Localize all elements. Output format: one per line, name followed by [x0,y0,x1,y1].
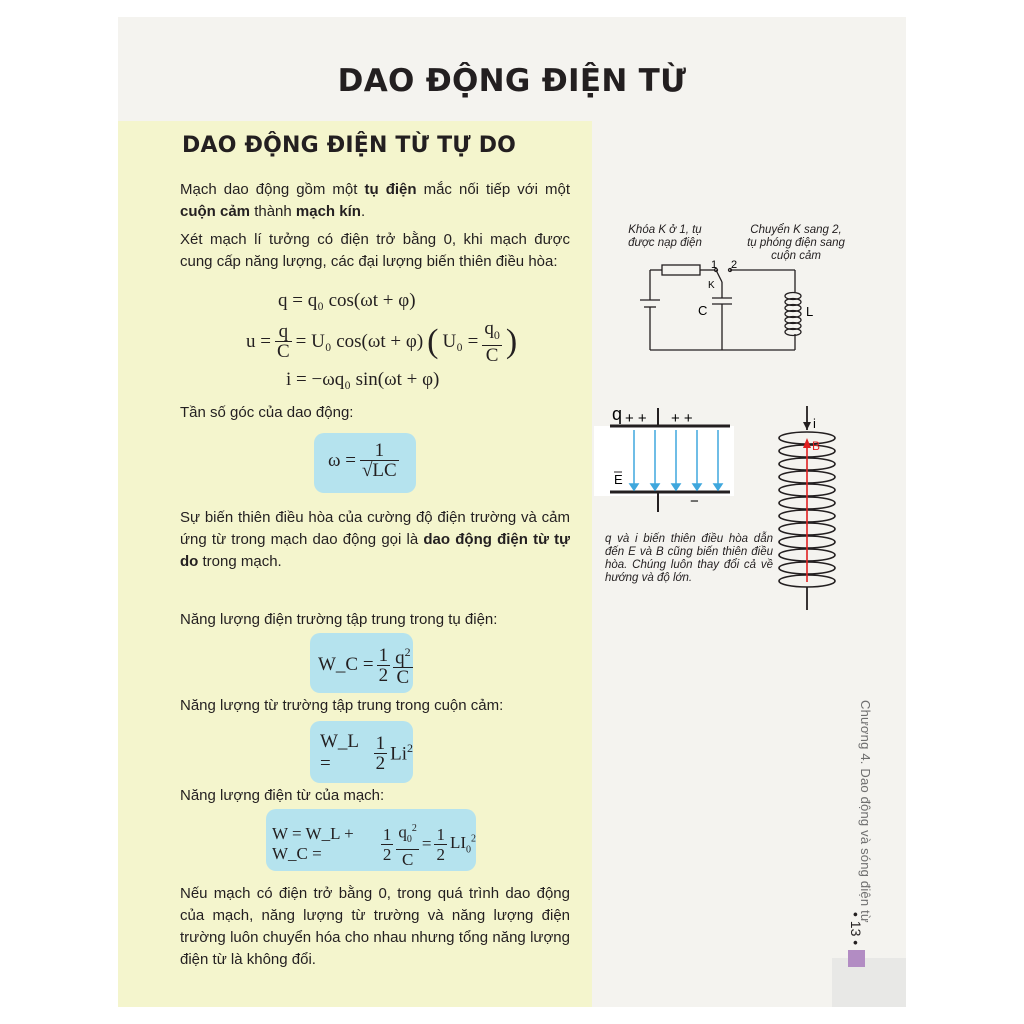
current-equation: i = −ωq₀ sin(ωt + φ) [286,369,440,390]
electric-energy-label: Năng lượng điện trường tập trung trong tụ điện: [180,611,498,628]
e-field-label: E [614,472,623,487]
variation-bold: dao động điện từ tự do [180,531,571,570]
half-fraction-wl: $\frac{1}{2}$ [375,732,386,774]
wc-symbol: W_C = [318,654,374,676]
charge-q-label: q [612,404,623,424]
q0-2-over-c-fraction: $\frac{q_0^2}{C}$ [396,819,419,869]
magnetic-energy-box [310,721,413,783]
angular-frequency-label: Tần số góc của dao động: [180,404,354,421]
magnetic-energy-label: Năng lượng từ trường tập trung trong cuộn cảm: [180,697,504,714]
variation-text-2: trong mạch. [198,553,282,570]
page-corner [832,958,906,1007]
magnetic-energy-formula: W_L = $\frac{1}{2}$ Li$^2$ [320,731,413,774]
capacitor-field-diagram [594,402,744,522]
lc-circuit-diagram [630,250,830,360]
total-energy-box [266,809,476,871]
voltage-equation: u = $\frac{q}{C}$ = U₀ cos(ωt + φ) ( U₀ = $\frac{q_0}{C}$ ) [246,318,518,366]
minus-label: − [690,493,699,510]
voltage-eq-mid: = U₀ cos(ωt + φ) [295,330,424,352]
intro-bold-1: tụ điện [364,181,417,198]
intro-paragraph [180,179,570,223]
circuit-caption-right: Chuyển K sang 2, tụ phóng điện sang cuộn cảm [747,224,845,262]
variation-paragraph [180,507,570,573]
omega-formula-box [314,433,416,493]
circuit-caption-left: Khóa K ở 1, tụ được nạp điện [628,224,702,249]
inductor-label: L [806,304,814,319]
chapter-sidebar: Chương 4. Dao động và sóng điện từ [858,700,873,923]
q0-over-c-fraction: $\frac{q_0}{C}$ [484,318,500,366]
voltage-eq-left: u = [246,330,271,352]
theory-panel [118,121,592,1007]
chapter-tab-marker [848,950,865,967]
field-caption: q và i biến thiên điều hòa dẫn đến E và B cũng biến thiên điều hòa. Chúng luôn thay đổi cả về hướng và độ lớn. [605,533,773,584]
section-title: DAO ĐỘNG ĐIỆN TỪ TỰ DO [182,133,517,158]
switch-pos-2: 2 [731,259,738,271]
switch-pos-1: 1 [711,259,718,271]
current-i-label: i [813,416,816,431]
one-over-sqrt-lc-fraction: $\frac{1}{√LC}$ [361,440,397,481]
w-symbol: W = W_L + W_C = [272,824,354,864]
plus-right-label: + + [671,410,693,427]
b-field-label: B [812,439,821,453]
conclusion-paragraph: Nếu mạch có điện trở bằng 0, trong quá trình dao động của mạch, năng lượng từ trường và năng lượng điện trường luôn chuyển hóa cho nhau nhưng tổng năng lượng điện từ là không đổi. [180,885,570,968]
electric-energy-box [310,633,413,693]
plus-left-label: + + [625,410,647,427]
inductor-coil-icon [785,293,801,336]
voltage-eq-right: U₀ = [442,330,479,352]
charge-equation: q = q₀ cos(ωt + φ) [278,290,416,311]
intro-bold-2: cuộn cảm [180,203,251,220]
intro-text-3: thành [250,203,296,220]
intro-bold-3: mạch kín [295,203,361,220]
ideal-circuit-paragraph: Xét mạch lí tưởng có điện trở bằng 0, khi mạch được cung cấp năng lượng, các đại lượng biến thiên điều hòa: [180,231,570,270]
solenoid-field-diagram [770,402,850,614]
capacitor-label: C [698,303,708,318]
current-arrow-icon [803,422,811,430]
q2-over-c-fraction: $\frac{q^2}{C}$ [395,645,411,689]
page-title: DAO ĐỘNG ĐIỆN TỪ [337,63,687,99]
omega-formula [328,441,399,480]
omega-symbol: ω = [328,449,356,471]
half-fraction-w2: $\frac{1}{2}$ [436,824,445,864]
total-energy-formula: W = W_L + W_C = $\frac{1}{2}$ $\frac{q_0^2}{C}$ = $\frac{1}{2}$ $LI_0^2$ [272,819,476,869]
q-over-c-fraction: $\frac{q}{C}$ [276,321,290,363]
half-fraction-w1: $\frac{1}{2}$ [382,824,392,864]
page-number: • 13 • [848,912,864,946]
switch-icon [716,270,722,282]
wl-symbol: W_L = [320,731,359,774]
magnetic-field-arrow-icon [803,438,811,448]
intro-text-1: Mạch dao động gồm một [180,181,365,198]
total-energy-label: Năng lượng điện từ của mạch: [180,787,385,804]
resistor-icon [662,265,700,275]
intro-text-4: . [360,203,366,220]
variation-text-1: Sự biến thiên điều hòa của cường độ điện trường và cảm ứng từ trong mạch dao động gọi là [180,509,570,548]
electric-energy-formula [318,643,413,687]
intro-text-2: mắc nối tiếp với một [416,181,570,198]
switch-k-label: K [708,280,715,291]
half-fraction-wc: $\frac{1}{2}$ [378,644,389,686]
